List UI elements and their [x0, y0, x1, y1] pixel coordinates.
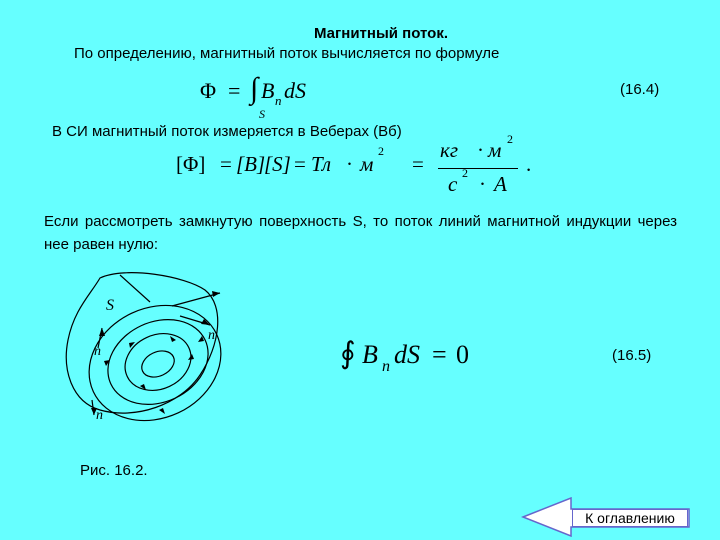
meter-unit: м	[488, 138, 502, 162]
vector-arrow-icon	[212, 291, 220, 297]
field-line	[138, 346, 179, 382]
normal-label: n	[96, 408, 103, 423]
multiply-dot: ·	[477, 138, 484, 162]
equals-sign: =	[294, 152, 306, 176]
equation-number-16-4: (16.4)	[620, 81, 660, 98]
contour-integral-sign: ∮	[340, 337, 356, 370]
figure-caption: Рис. 16.2.	[80, 462, 148, 479]
integral-sign: ∫	[250, 72, 259, 105]
induction-unit-bracket: [B]	[236, 152, 266, 176]
multiply-dot: ·	[479, 172, 486, 196]
area-unit-bracket: [S]	[264, 152, 291, 176]
integral-lower-limit: S	[259, 107, 265, 121]
period: .	[526, 152, 532, 176]
meter-exponent: 2	[507, 132, 513, 146]
field-line	[120, 275, 150, 302]
field-lines-figure	[60, 270, 240, 440]
tesla-unit: Тл	[311, 152, 332, 176]
flux-symbol: Φ	[200, 78, 217, 103]
closed-surface-paragraph: Если рассмотреть замкнутую поверхность S, то поток линий магнитной индукции через нее равен нулю:	[44, 213, 677, 253]
second-unit: с	[448, 172, 458, 196]
fraction-bar	[438, 168, 518, 169]
equals-sign: =	[432, 340, 447, 369]
page-title: Магнитный поток.	[314, 25, 448, 42]
equals-sign: =	[412, 152, 424, 176]
zero-value: 0	[456, 340, 469, 369]
table-of-contents-label: К оглавлению	[572, 509, 688, 527]
vector-arrow-icon	[170, 336, 176, 342]
table-of-contents-button[interactable]	[521, 497, 691, 537]
units-formula	[176, 132, 536, 204]
integrand-ds: dS	[394, 340, 420, 369]
integrand-subscript: n	[382, 358, 390, 375]
ampere-unit: А	[494, 172, 507, 196]
integrand-ds: dS	[284, 78, 306, 103]
flux-formula	[200, 74, 340, 124]
integrand-b: B	[261, 78, 275, 103]
closed-surface-outline	[66, 273, 217, 413]
vector-arrow-icon	[99, 328, 105, 336]
normal-label: n	[94, 344, 101, 359]
equation-number-16-5: (16.5)	[612, 347, 652, 364]
meter-exponent: 2	[378, 144, 384, 158]
equals-sign: =	[228, 78, 241, 103]
definition-text: По определению, магнитный поток вычисляется по формуле	[74, 45, 500, 62]
meter-unit: м	[360, 152, 374, 176]
integrand-b: B	[362, 340, 378, 369]
flux-unit-bracket: [Φ]	[176, 152, 206, 176]
kilogram-unit: кг	[440, 138, 459, 162]
vector-arrow-icon	[159, 408, 165, 414]
integrand-subscript: n	[275, 93, 282, 108]
normal-label: n	[208, 328, 215, 343]
closed-surface-formula	[340, 336, 500, 386]
second-exponent: 2	[462, 166, 468, 180]
equals-sign: =	[220, 152, 232, 176]
multiply-dot: ·	[346, 152, 353, 176]
surface-label: S	[106, 297, 114, 314]
si-units-text: В СИ магнитный поток измеряется в Веберах (Вб)	[52, 123, 402, 140]
